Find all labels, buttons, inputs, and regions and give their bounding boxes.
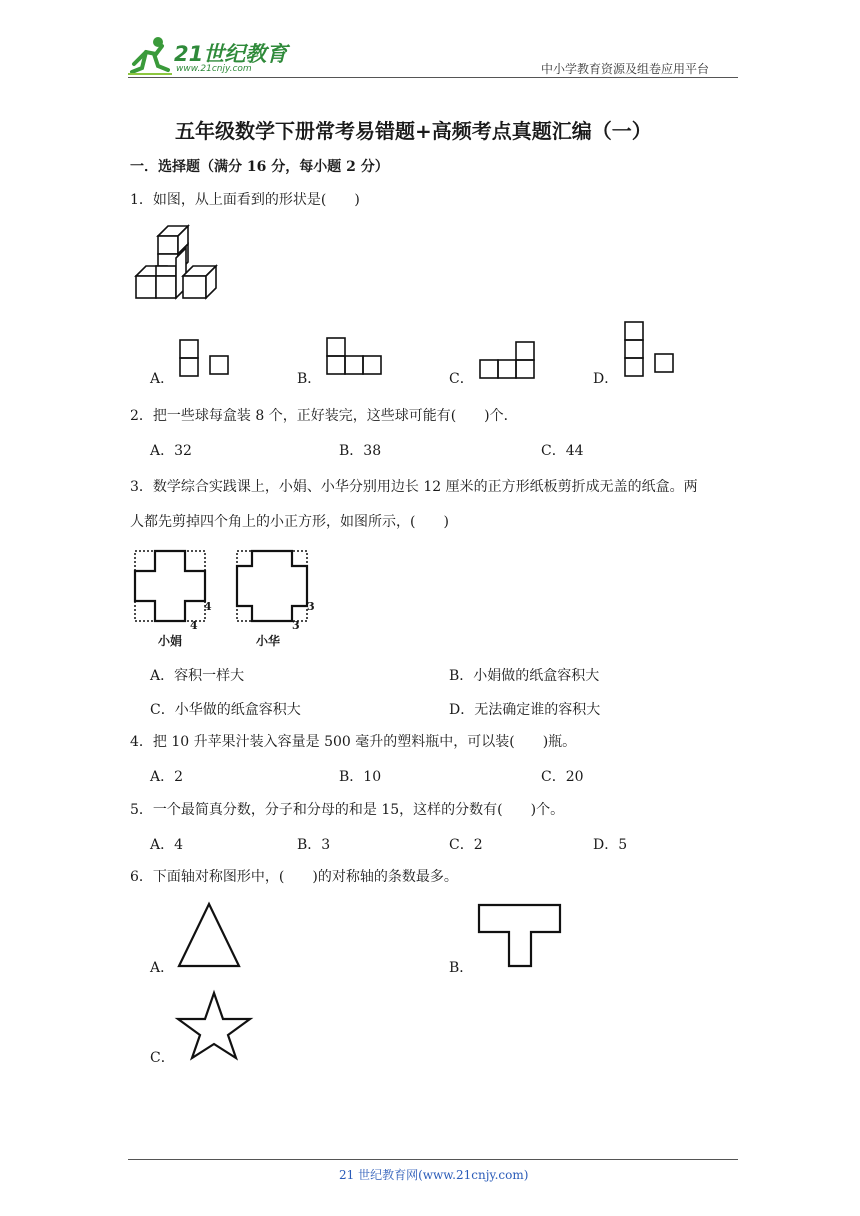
q5-option-c[interactable]: C．2 bbox=[449, 837, 483, 853]
q4-option-b[interactable]: B．10 bbox=[339, 769, 382, 785]
q4-option-c[interactable]: C．20 bbox=[541, 769, 584, 785]
q2-option-a[interactable]: A．32 bbox=[150, 443, 192, 459]
q1-option-d-figure bbox=[623, 320, 678, 380]
xiaojuan-side-label: 4 bbox=[204, 600, 212, 613]
logo-text: 21世纪教育 bbox=[174, 42, 288, 66]
xiaohua-bottom-label: 3 bbox=[292, 619, 300, 632]
xiaojuan-label: 小娟 bbox=[158, 634, 183, 648]
q3-option-c[interactable]: C．小华做的纸盒容积大 bbox=[150, 702, 301, 718]
question-6-stem: 6．下面轴对称图形中，( )的对称轴的条数最多。 bbox=[130, 869, 458, 885]
q5-option-d[interactable]: D．5 bbox=[593, 837, 628, 853]
q1-option-d[interactable]: D． bbox=[593, 371, 619, 387]
question-4-stem: 4．把 10 升苹果汁装入容量是 500 毫升的塑料瓶中，可以装( )瓶。 bbox=[130, 734, 577, 750]
q3-option-d[interactable]: D．无法确定谁的容积大 bbox=[449, 702, 601, 718]
runner-logo-icon bbox=[128, 34, 172, 78]
xiaohua-side-label: 3 bbox=[307, 600, 315, 613]
q3-option-a[interactable]: A．容积一样大 bbox=[150, 668, 245, 684]
footer-divider bbox=[128, 1159, 738, 1160]
q1-option-a[interactable]: A． bbox=[150, 371, 175, 387]
section-heading: 一．选择题（满分 16 分，每小题 2 分） bbox=[130, 159, 389, 175]
q4-option-a[interactable]: A．2 bbox=[150, 769, 184, 785]
q1-option-c[interactable]: C． bbox=[449, 371, 474, 387]
question-5-stem: 5．一个最简真分数，分子和分母的和是 15，这样的分数有( )个。 bbox=[130, 802, 565, 818]
q1-option-b-figure bbox=[325, 336, 385, 376]
header-divider bbox=[128, 77, 738, 78]
site-logo[interactable] bbox=[128, 34, 298, 78]
xiaohua-label: 小华 bbox=[256, 634, 281, 648]
footer-link[interactable]: 21 世纪教育网(www.21cnjy.com) bbox=[339, 1168, 529, 1182]
q1-cube-stack-figure bbox=[128, 218, 223, 303]
q1-option-b[interactable]: B． bbox=[297, 371, 322, 387]
q2-option-b[interactable]: B．38 bbox=[339, 443, 382, 459]
q5-option-b[interactable]: B．3 bbox=[297, 837, 331, 853]
q6-star-figure bbox=[178, 990, 253, 1060]
q6-triangle-figure bbox=[176, 900, 246, 970]
q1-option-a-figure bbox=[178, 338, 233, 378]
q6-option-c[interactable]: C． bbox=[150, 1050, 175, 1066]
question-2-stem: 2．把一些球每盒装 8 个，正好装完，这些球可能有( )个． bbox=[130, 408, 518, 424]
question-3-stem-line1: 3．数学综合实践课上，小娟、小华分别用边长 12 厘米的正方形纸板剪折成无盖的纸盒。两 bbox=[130, 479, 698, 495]
q3-option-b[interactable]: B．小娟做的纸盒容积大 bbox=[449, 668, 600, 684]
q2-option-c[interactable]: C．44 bbox=[541, 443, 584, 459]
page-title: 五年级数学下册常考易错题+高频考点真题汇编（一） bbox=[175, 119, 652, 143]
question-3-stem-line2: 人都先剪掉四个角上的小正方形，如图所示，( ) bbox=[130, 514, 449, 530]
logo-url: www.21cnjy.com bbox=[176, 64, 252, 74]
q6-t-shape-figure bbox=[476, 902, 566, 972]
question-1-stem: 1．如图，从上面看到的形状是( ) bbox=[130, 192, 360, 208]
q6-option-a[interactable]: A． bbox=[150, 960, 175, 976]
header-platform-text: 中小学教育资源及组卷应用平台 bbox=[541, 62, 710, 76]
q1-option-c-figure bbox=[478, 340, 538, 380]
xiaojuan-bottom-label: 4 bbox=[190, 619, 198, 632]
q6-option-b[interactable]: B． bbox=[449, 960, 474, 976]
q5-option-a[interactable]: A．4 bbox=[150, 837, 184, 853]
